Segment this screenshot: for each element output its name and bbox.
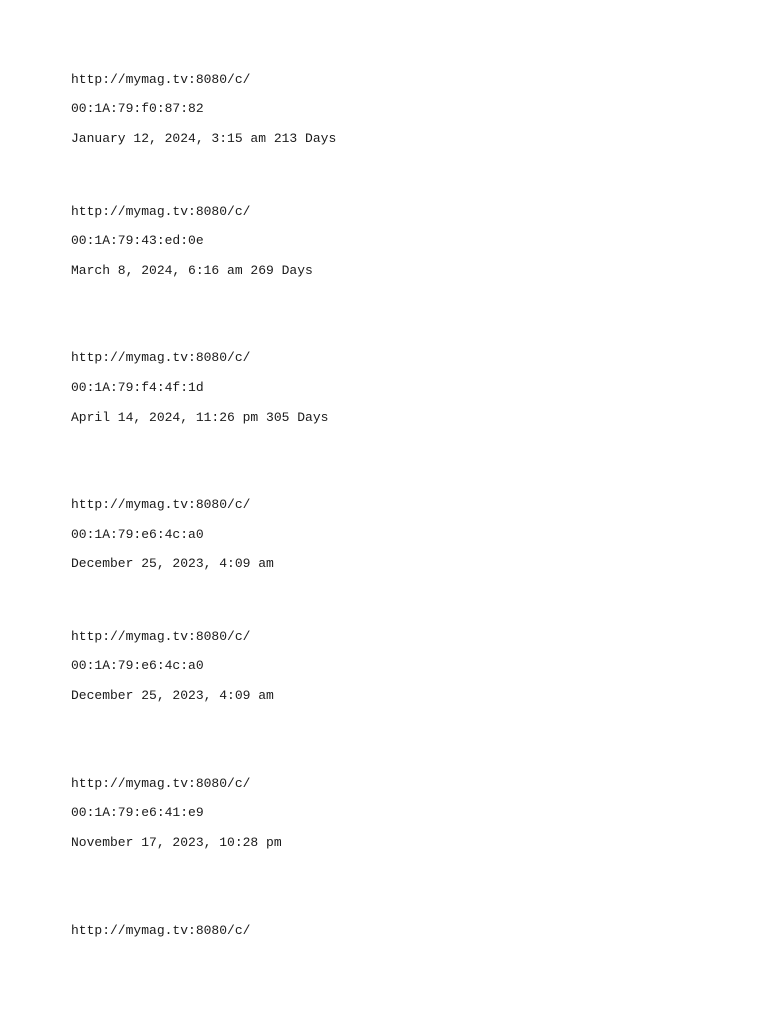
expiry-date: December 25, 2023, 4:09 am <box>71 688 274 703</box>
portal-url: http://mymag.tv:8080/c/ <box>71 204 251 219</box>
portal-url: http://mymag.tv:8080/c/ <box>71 776 251 791</box>
mac-address: 00:1A:79:e6:41:e9 <box>71 805 204 820</box>
mac-address: 00:1A:79:e6:4c:a0 <box>71 527 204 542</box>
mac-address: 00:1A:79:f0:87:82 <box>71 101 204 116</box>
expiry-date: December 25, 2023, 4:09 am <box>71 556 274 571</box>
expiry-date: January 12, 2024, 3:15 am 213 Days <box>71 131 337 146</box>
expiry-date: March 8, 2024, 6:16 am 269 Days <box>71 263 313 278</box>
mac-address: 00:1A:79:43:ed:0e <box>71 233 204 248</box>
expiry-date: November 17, 2023, 10:28 pm <box>71 835 282 850</box>
mac-address: 00:1A:79:f4:4f:1d <box>71 380 204 395</box>
portal-url: http://mymag.tv:8080/c/ <box>71 72 251 87</box>
expiry-date: April 14, 2024, 11:26 pm 305 Days <box>71 410 329 425</box>
portal-url: http://mymag.tv:8080/c/ <box>71 629 251 644</box>
portal-url: http://mymag.tv:8080/c/ <box>71 497 251 512</box>
mac-address: 00:1A:79:e6:4c:a0 <box>71 658 204 673</box>
portal-url: http://mymag.tv:8080/c/ <box>71 350 251 365</box>
portal-url: http://mymag.tv:8080/c/ <box>71 923 251 938</box>
